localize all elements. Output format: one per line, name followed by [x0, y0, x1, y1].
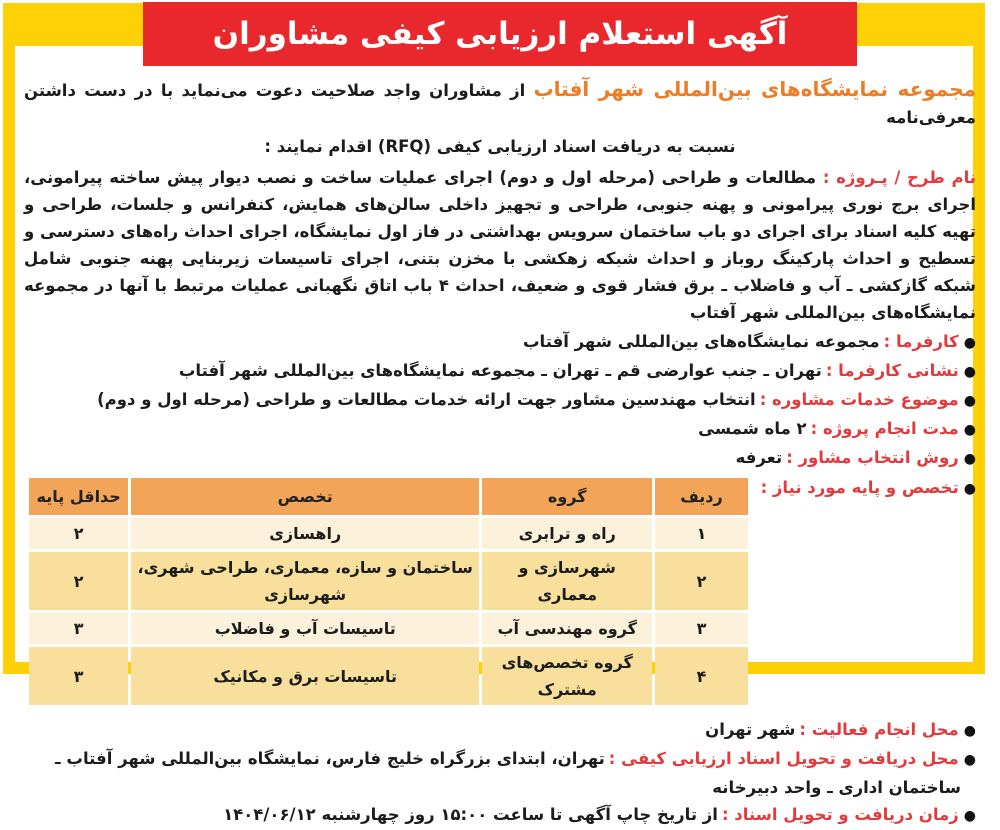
bullet-value: شهر تهران	[705, 720, 796, 739]
bullet-label: روش انتخاب مشاور :	[786, 448, 959, 467]
bullet-employer	[24, 328, 976, 357]
bullet-value: مجموعه نمایشگاه‌های بین‌المللی شهر آفتاب	[522, 332, 880, 351]
bullet-label: کارفرما :	[883, 332, 959, 351]
bullet-dot: ●	[963, 422, 976, 438]
bullet-label: تخصص و پایه مورد نیاز :	[760, 478, 959, 497]
bullet-label: موضوع خدمات مشاوره :	[759, 390, 959, 409]
bullet-value: ۲ ماه شمسی	[698, 419, 807, 438]
project-description: اجرای عملیات ساخت و نصب دیوار پیش ساخته پیرامونی، اجرای برج نوری پیرامونی و پهنه جنوبی، طراحی و تجهیز داخلی سالن‌های همایش، کنفرانس و جلسات، طراحی و تهیه کلیه اسناد برای اجرای دو باب ساختمان سرویس بهداشتی در فاز اول نمایشگاه، اجرای احداث راه‌های دسترسی و تسطیح و احداث پارکینگ روباز و احداث شبکه زهکشی با مخزن بتنی، اجرای تاسیسات زیربنایی پهنه جنوبی شامل شبکه گازکشی ـ آب و فاضلاب ـ برق فشار قوی و ضعیف، احداث ۴ باب اتاق نگهبانی عملیات مرتبط با آنها در مجموعه نمایشگاه‌های بین‌المللی شهر آفتاب	[24, 168, 976, 322]
bullet-dot: ●	[963, 451, 976, 467]
bullet-employer-address	[24, 357, 976, 386]
bullet-dot: ●	[963, 752, 976, 768]
bullet-label: محل انجام فعالیت :	[799, 720, 959, 739]
cell-row-number: ۲	[655, 552, 747, 610]
cell-min-grade: ۳	[29, 647, 128, 705]
cell-specialty: تاسیسات آب و فاضلاب	[131, 613, 479, 644]
header-group: گروه	[482, 478, 652, 515]
cell-min-grade: ۳	[29, 613, 128, 644]
cell-specialty: تاسیسات برق و مکانیک	[131, 647, 479, 705]
intro-line2: نسبت به دریافت اسناد ارزیابی کیفی (RFQ) اقدام نمایند :	[264, 137, 736, 156]
cell-group: گروه مهندسی آب	[482, 613, 652, 644]
cell-group: شهرسازی و معماری	[482, 552, 652, 610]
bullet-dot: ●	[963, 335, 976, 351]
bullet-list	[24, 328, 976, 473]
bullet-required-specialty	[757, 474, 976, 503]
intro-text: از مشاوران واجد صلاحیت دعوت می‌نماید با در دست داشتن معرفی‌نامه	[24, 81, 976, 127]
project-phase: مطالعات و طراحی (مرحله اول و دوم)	[499, 168, 817, 187]
bullet-selection-method	[24, 444, 976, 473]
cell-specialty: ساختمان و سازه، معماری، طراحی شهری، شهرسازی	[131, 552, 479, 610]
table-row	[29, 647, 748, 705]
specialty-section	[24, 474, 976, 708]
cell-min-grade: ۲	[29, 518, 128, 549]
bullet-project-duration	[24, 415, 976, 444]
cell-min-grade: ۲	[29, 552, 128, 610]
title-banner	[143, 2, 857, 66]
bullet-value: تهران، ابتدای بزرگراه خلیج فارس، نمایشگاه بین‌المللی شهر آفتاب ـ ساختمان اداری ـ واحد دبیرخانه	[55, 749, 961, 797]
bullet-consulting-services	[24, 386, 976, 415]
table-header-row	[29, 478, 748, 515]
header-row-number: ردیف	[655, 478, 747, 515]
bullet-documents-time	[24, 801, 976, 830]
bullet-dot: ●	[963, 808, 976, 824]
table-row	[29, 518, 748, 549]
project-label: نام طرح / پـروژه :	[822, 168, 976, 187]
ad-title: آگهی استعلام ارزیابی کیفی مشاوران	[212, 16, 788, 52]
table-row	[29, 552, 748, 610]
bullet-dot: ●	[963, 723, 976, 739]
cell-row-number: ۳	[655, 613, 747, 644]
bullet-label: نشانی کارفرما :	[825, 361, 959, 380]
project-paragraph	[24, 164, 976, 326]
bullet-dot: ●	[963, 481, 976, 497]
bullet-label: زمان دریافت و تحویل اسناد :	[721, 805, 959, 824]
bullet-value: از تاریخ چاپ آگهی تا ساعت ۱۵:۰۰ روز چهارشنبه ۱۴۰۴/۰۶/۱۲	[223, 805, 718, 824]
cell-group: گروه تخصص‌های مشترک	[482, 647, 652, 705]
bullet-activity-location	[24, 716, 976, 745]
cell-group: راه و ترابری	[482, 518, 652, 549]
bullet-dot: ●	[963, 393, 976, 409]
cell-specialty: راهسازی	[131, 518, 479, 549]
cell-row-number: ۱	[655, 518, 747, 549]
bullet-label: مدت انجام پروژه :	[810, 419, 959, 438]
bullet-documents-place	[24, 745, 976, 801]
requirements-table	[26, 475, 751, 708]
cell-row-number: ۴	[655, 647, 747, 705]
bullet-value: انتخاب مهندسین مشاور جهت ارائه خدمات مطالعات و طراحی (مرحله اول و دوم)	[97, 390, 756, 409]
bullet-value: تهران ـ جنب عوارضی قم ـ تهران ـ مجموعه نمایشگاه‌های بین‌المللی شهر آفتاب	[178, 361, 822, 380]
ad-body	[24, 76, 976, 824]
header-specialty: تخصص	[131, 478, 479, 515]
footer-bullet-list	[24, 716, 976, 830]
intro-paragraph	[24, 76, 976, 131]
table-row	[29, 613, 748, 644]
bullet-label: محل دریافت و تحویل اسناد ارزیابی کیفی :	[608, 749, 959, 768]
bullet-dot: ●	[963, 364, 976, 380]
organization-name: مجموعه نمایشگاه‌های بین‌المللی شهر آفتاب	[533, 77, 976, 101]
header-min-grade: حداقل پایه	[29, 478, 128, 515]
bullet-value: تعرفه	[735, 448, 783, 467]
